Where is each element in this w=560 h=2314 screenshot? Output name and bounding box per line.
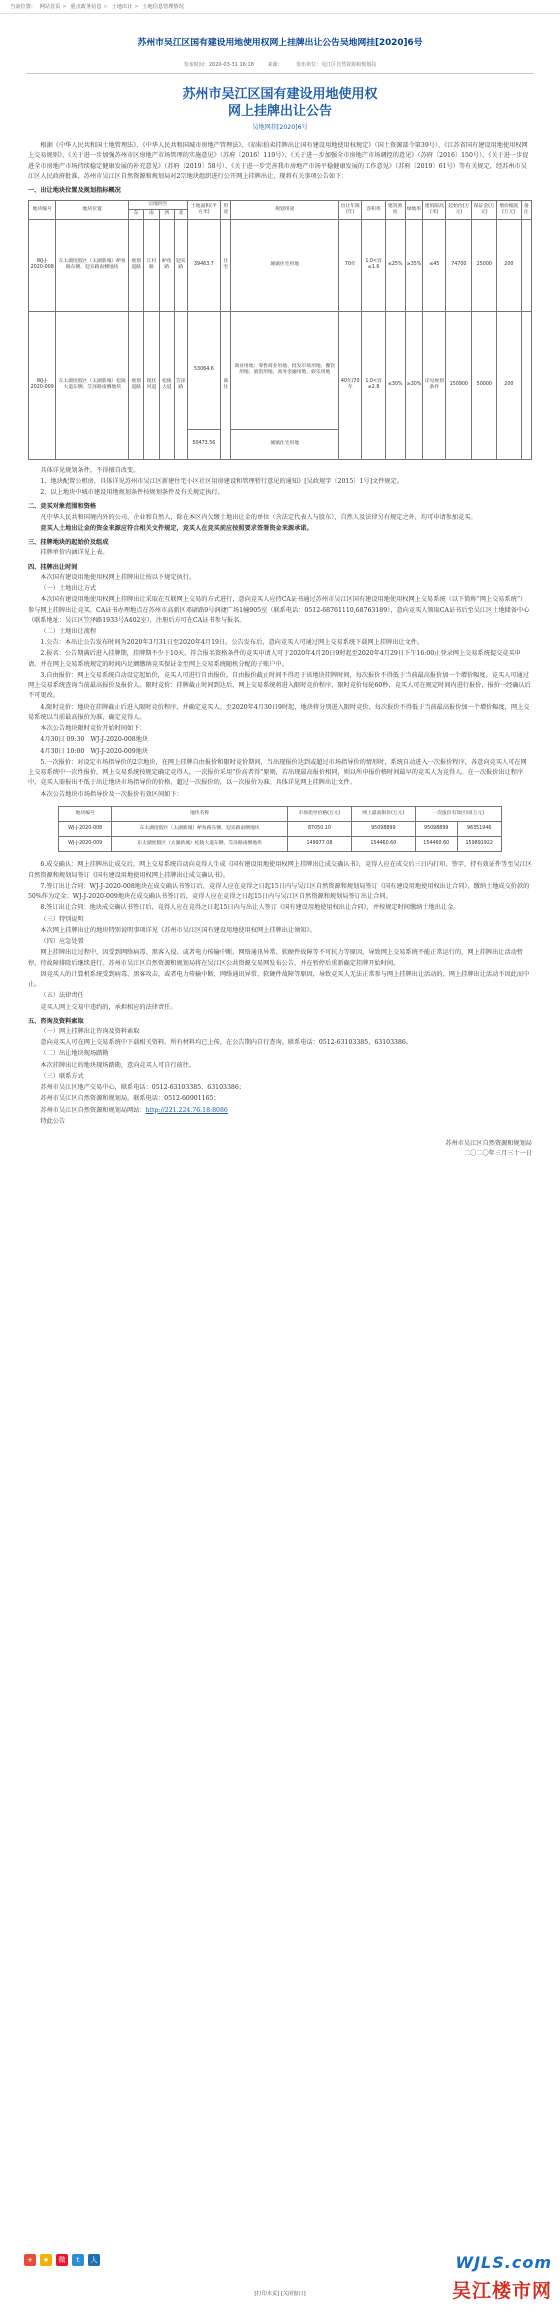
table-cell: 50473.56 (187, 429, 220, 459)
table-cell: 70年 (339, 219, 362, 311)
breadcrumb-item[interactable]: 土地出让 (111, 4, 133, 10)
signing-organization: 苏州市吴江区自然资源和规划局 (445, 1140, 532, 1148)
table-cell: 东太湖度假区（太湖新城）鲈鱼路东侧、迎宾路南侧地块 (56, 219, 129, 311)
table-subheader: 西 (159, 210, 174, 219)
table-cell: 1.0<容≤2.8 (362, 311, 385, 459)
paragraph-bold: 竞买人土地出让金的资金来源应符合相关文件规定，竞买人在竞买前应按照要求签署资金来源承诺。 (40, 524, 313, 532)
table-cell: 规划道路 (129, 311, 144, 459)
table-subheader: 东 (129, 210, 144, 219)
signature-block (28, 1139, 532, 1159)
parcel-table (28, 200, 532, 459)
table-cell: 53064.6 (187, 311, 220, 429)
note-text: 2、以上地块中城市建设用地规划条件按规划条件及有关规定执行。 (40, 489, 224, 497)
note-text: 1、地块配置公租房，具体详见苏州市吴江区新建住宅小区社区用房建设和管理暂行意见的通知》[吴政规字〔2015〕1号]文件规定。 (40, 477, 403, 485)
table-cell: WJ-J-2020-009 (29, 311, 56, 459)
table-header: 起始价(万元) (446, 201, 472, 219)
table-cell: 迎宾路 (174, 219, 187, 311)
paragraph: 挂牌单价内涵详见上表。 (40, 549, 109, 557)
footer-links[interactable]: [打印本页] [关闭窗口] (254, 2291, 306, 2297)
table-header: 网上最高限价(万元) (351, 806, 415, 821)
paragraph: 本次国有建设用地使用权网上挂牌出让按以下规定执行。 (40, 573, 196, 581)
paragraph: 本次网上挂牌出让的地块特别说明事项详见《苏州市吴江区国有建设用地使用权网上挂牌出让须知》。 (40, 926, 316, 934)
publisher: 发布单位：吴江区自然资源和规划局 (296, 61, 377, 68)
table-subheader: 北 (174, 210, 187, 219)
breadcrumb-item[interactable]: 土地信息管理情况 (142, 4, 184, 10)
table-cell: 150900 (446, 311, 472, 459)
contact-label: 苏州市吴江区自然资源和规划局网站： (40, 1106, 146, 1114)
table-cell: 200 (497, 219, 521, 311)
table-cell: 东太湖度假区（太湖新城）松陵大道东侧、笠泽路南侧地块 (56, 311, 129, 459)
signing-date: 二〇二〇年三月三十一日 (463, 1150, 532, 1158)
paragraph: 5.一次报价：对设定市场指导价的2宗地块，在网上挂牌自由报价和限时竞价期间，当出现报价达到或超过市场指导价的情形时，系统自动进入一次报价程序，各意向竞买人可在网上交易系统中一次性报价，网上交易系统按规定确定竞得人。一次报价采用“价高者得”原则，若出现最高报价相同，则以所申报价格时间最早的竞买人为竞得人。在一次报价出让程序中，竞买人需报出不低于出让地块市场指导价的价格，超过一次报价的，以一次报价为准。具体详见网上挂牌出让文件。 (28, 758, 527, 787)
document-header (0, 86, 560, 133)
table-row (29, 311, 532, 429)
paragraph: 1.公告：本出让公告发布时间为2020年3月31日至2020年4月19日。公告发布后，意向竞买人可通过网上交易系统下载网上挂牌出让文件。 (40, 639, 424, 647)
table-header: 建筑限高(米) (423, 201, 446, 219)
page-title: 苏州市吴江区国有建设用地使用权网上挂牌出让公告吴地网挂[2020]6号 (137, 38, 423, 48)
watermark-logo (452, 2250, 552, 2308)
table-header: 地块编号 (59, 806, 112, 821)
table-cell: 87050.10 (288, 821, 352, 836)
table-cell: ≥35% (405, 219, 423, 311)
table-cell: 规划道路 (129, 219, 144, 311)
weibo-icon[interactable]: 微 (56, 2254, 68, 2266)
table-cell: ≤45 (423, 219, 446, 311)
sub-heading: （二）土地出让流程 (40, 628, 97, 635)
paragraph: 3.自由报价：网上交易系统自动设定起始价，竞买人可进行自由报价。自由报价截止时间不得迟于该地块挂牌时间，每次报价不得低于当前最高报价加一个增价幅度。竞买人可通过网上交易系统查询当前最高报价及报价人。限时竞价：挂牌截止时间到达后，网上交易系统将进入限时竞价程序，限时竞价每轮60秒，竞买人可在规定时间内进行报价，报价一经确认后不可更改。 (28, 671, 531, 700)
paragraph: 7.签订出让合同：WJ-J-2020-008地块在成交确认书签订后，竞得人应在竞得之日起15日内与吴江区自然资源和规划局签订《国有建设用地使用权出让合同》，缴纳土地成交价款的50%作为定金；WJ-J-2020-009地块在成交确认书签订后，竞得人应在竞得之日起15日内与吴江区自然资源和规划局签订出让合同。 (28, 882, 530, 901)
table-header: 地块名称 (112, 806, 288, 821)
table-cell: 154460.60 (415, 837, 457, 852)
paragraph: 凡中华人民共和国境内外的公司、企业和自然人，除在本区内欠缴土地出让金的单位（含法定代表人与股东）、自然人及法律另有规定之外，均可申请参加竞买。 (40, 513, 477, 521)
table-cell: 1.0<容≤1.6 (362, 219, 385, 311)
table-cell: 39463.7 (187, 219, 220, 311)
paragraph: 2.报名：公告期满后进入挂牌期，挂牌期不少于10天。符合报名资格条件的竞买申请人可于2020年4月20日9时起至2020年4月29日下午16:00止登录网上交易系统提交竞买申请，并在网上交易系统规定的时间内足额缴纳竞买保证金至网上交易系统随机分配的子账户中。 (28, 650, 521, 668)
table-cell: 现状河道 (144, 311, 159, 459)
breadcrumb-item[interactable]: 重点政务信息 (70, 4, 102, 10)
table-row (29, 219, 532, 311)
sub-heading: （二）出让地块现场踏勘 (40, 1050, 109, 1058)
table-cell (521, 311, 531, 459)
paragraph: 网上挂牌出让过程中，因受到网络病毒、黑客入侵、或者电力传输中断、网络通讯异常、软硬件故障等不可抗力等原因，导致网上交易系统不能正常运行的，网上挂牌出让活动暂停，待故障排除后继续进行。苏州市吴江区自然资源和规划局将在吴江区公共资源交易网发布公告，并在暂停后重新确定挂牌开始时间。 (28, 949, 524, 967)
document-title-line1: 苏州市吴江区国有建设用地使用权 (182, 86, 378, 102)
table-cell: 笠泽路 (174, 311, 187, 459)
paragraph: 4.限时竞价：地块在挂牌截止后进入限时竞价程序，并确定竞买人。至2020年4月30日9时起，地块将分别进入限时竞价，每次报价不得低于当前最高报价加一个增价幅度，网上交易系统以当前最高报价为准，确定竞得人。 (28, 703, 530, 721)
table-cell: 200 (497, 311, 521, 459)
publish-date: 发布时间：2020-03-31 16:18 (183, 61, 254, 68)
share-bar (24, 2254, 100, 2266)
article-body (28, 141, 532, 1159)
paragraph: 因竞买人的计算机系统受到病毒、黑客攻击，或者电力传输中断、网络通讯异常、软硬件故障等原因，导致竞买人无法正常参与网上挂牌出让活动的，网上挂牌出让活动不因此而中止。 (28, 970, 530, 989)
document-number: 吴地网挂[2020]6号 (252, 123, 308, 131)
table-cell: 159891922 (457, 837, 501, 852)
paragraph: 6.成交确认：网上挂牌出让成交后，网上交易系统自动向竞得人生成《国有建设用地使用权网上挂牌出让成交确认书》，竞得人应在成交后三日内打印、签字，持有效证件等至吴江区自然资源和规划局签订《国有建设用地使用权网上挂牌出让成交确认书》。 (28, 861, 533, 879)
schedule-item: 4月30日 09:30 WJ-J-2020-008地块 (40, 736, 149, 744)
sub-heading: （一）网上挂牌出让咨询及资料索取 (40, 1027, 140, 1035)
section-heading: 一、出让地块位置及规划指标概况 (28, 187, 121, 195)
paragraph: 本次国有建设用地使用权网上挂牌出让采取在互联网上交易的方式进行，意向竞买人应持CA证书通过苏州市吴江区国有建设用地使用权网上交易系统（以下简称“网上交易系统”）参与网上挂牌出让竞买，CA证书办理地点在苏州市高新区邓尉路9号润捷广场1幢905室（联系电话：0512-68761110,68763189），意向竞买人领取CA证书后至吴江区土地储备中心（联系地址：吴江区笠泽路1933号A402室），注册后方可在CA证书参与报名。 (28, 596, 530, 624)
table-header: 保证金(万元) (472, 201, 497, 219)
table-cell: ≤30% (385, 311, 405, 459)
table-cell: 住宅 (221, 219, 231, 311)
watermark-cn: 吴江楼市网 (451, 2280, 552, 2303)
table-cell (521, 219, 531, 311)
table-header: 增价幅度(万元) (497, 201, 521, 219)
contact-line: 苏州市吴江区地产交易中心，联系电话：0512-63103385、63103386； (40, 1084, 245, 1092)
table-header: 土地面积(平方米) (187, 201, 220, 219)
table-cell: 松陵大道 (159, 311, 174, 459)
website-link[interactable]: http://221.224.76.18:8086 (145, 1106, 228, 1114)
table-cell: 商住 (221, 311, 231, 459)
section-heading: 五、咨询及资料索取 (28, 1017, 84, 1025)
paragraph: 本次挂牌出让的地块现场踏勘，意向竞买人可自行前往。 (40, 1061, 196, 1069)
closing-text: 特此公告 (40, 1117, 66, 1125)
table-cell: 95098899 (351, 821, 415, 836)
table-row (59, 837, 502, 852)
table-header: 容积率 (362, 201, 385, 219)
table-header: 建筑密度 (385, 201, 405, 219)
section-heading: 二、竞买对象范围和资格 (28, 503, 97, 511)
sub-heading: （四）应急处置 (40, 938, 84, 946)
sub-heading: （五）法律责任 (40, 992, 84, 1000)
table-header: 地块编号 (29, 201, 56, 219)
table-cell: ≤25% (385, 219, 405, 311)
paragraph: 本次公告地块限时竞价开始时间如下： (40, 725, 146, 733)
note-text: 具体详见规划条件，不得擅自改变。 (40, 466, 140, 474)
contact-line (28, 1106, 532, 1116)
table-cell: 50000 (472, 311, 497, 459)
article-source: 来源： (267, 61, 283, 68)
table-header: 宗地四至 (129, 201, 188, 210)
table-cell: WJ-J-2020-009 (59, 837, 112, 852)
paragraph: 意向竞买人可在网上交易系统中下载相关资料，所有材料均已上传，在公告期内自行查询。联系电话：0512-63103385、63103386。 (40, 1039, 413, 1047)
section-heading: 四、挂牌出让时间 (28, 563, 78, 571)
table-row (59, 821, 502, 836)
document-title-line2: 网上挂牌出让公告 (227, 104, 332, 120)
table-header: 备注 (521, 201, 531, 219)
table-header: 规划用途 (231, 201, 339, 219)
table-cell: 江村路 (144, 219, 159, 311)
table-cell: 商业用地：零售商业用地、批发市场用地、餐饮用地、旅馆用地、商务金融用地、娱乐用地 (231, 311, 339, 429)
table-header: 出让年限(年) (339, 201, 362, 219)
table-header: 用途 (221, 201, 231, 219)
table-cell: 25000 (472, 219, 497, 311)
table-cell: 40年/70年 (339, 311, 362, 459)
tencent-weibo-icon[interactable]: t (72, 2254, 84, 2266)
table-header: 绿地率 (405, 201, 423, 219)
sub-heading: （三）特别说明 (40, 915, 84, 923)
table-cell: 154460.60 (351, 837, 415, 852)
paragraph: 8.签订出让合同：地块成交确认书签订后，竞得人应在竞得之日起15日内与出让人签订《国有建设用地使用权出让合同》，并按规定时间缴纳土地出让金。 (40, 904, 460, 912)
table-header: 一次报价有效区间(万元) (415, 806, 501, 821)
table-cell: WJ-J-2020-008 (29, 219, 56, 311)
price-table (58, 806, 502, 853)
table-header: 地块位置 (56, 201, 129, 219)
table-cell: 东太湖度假区（太湖新城）鲈鱼路东侧、迎宾路南侧地块 (112, 821, 288, 836)
contact-line: 苏州市吴江区自然资源和规划局，联系电话：0512-60901165； (40, 1095, 220, 1103)
breadcrumb-label: 当前位置： (10, 4, 36, 10)
schedule-item: 4月30日 10:00 WJ-J-2020-009地块 (40, 747, 149, 755)
breadcrumb: 当前位置： 网站首页 > 重点政务信息 > 土地出让 > 土地信息管理情况 (0, 0, 560, 14)
table-cell: 149977.08 (288, 837, 352, 852)
paragraph: 竞买人网上交易中违约的，承担相应的法律责任。 (40, 1003, 177, 1011)
table-cell: 74700 (446, 219, 472, 311)
table-cell: 城镇住宅用地 (231, 219, 339, 311)
table-subheader: 南 (144, 210, 159, 219)
qzone-icon[interactable]: ★ (40, 2254, 52, 2266)
table-header: 市场指导价格(万元) (288, 806, 352, 821)
table-cell: 95098899 (415, 821, 457, 836)
table-cell: 详见规划条件 (423, 311, 446, 459)
intro-paragraph: 根据《中华人民共和国土地管理法》、《中华人民共和国城市房地产管理法》、《招标拍卖挂牌出让国有建设用地使用权规定》（国土资源部令第39号）、《江苏省国有建设用地使用权网上交易规则》、《关于进一步加强苏州市区房地产市场管理的实施意见》（苏府〔2016〕119号）、《关于进一步加强全市房地产市场调控的意见》（苏府〔2016〕150号）、《关于进一步促进全市房地产市场持续稳定健康发展的补充意见》（苏府〔2019〕58号）、《关于进一步完善我市房地产市场平稳健康发展的工作意见》（苏府〔2019〕61号）等有关规定，经苏州市吴江区人民政府批准，苏州市吴江区自然资源和规划局对2宗地块组织进行公开网上挂牌出让，现将有关事项公告如下： (28, 142, 529, 180)
sub-heading: （一）土地出让方式 (40, 585, 97, 593)
breadcrumb-item[interactable]: 网站首页 (39, 4, 61, 10)
sub-heading: （三）联系方式 (40, 1072, 84, 1080)
section-heading: 三、挂牌地块的起始价及组成 (28, 539, 109, 547)
table-cell: WJ-J-2020-008 (59, 821, 112, 836)
table-cell: 鲈鱼路 (159, 219, 174, 311)
renren-icon[interactable]: 人 (88, 2254, 100, 2266)
article-meta (26, 61, 534, 74)
table-cell: 城镇住宅用地 (231, 429, 339, 459)
table-cell: 96351946 (457, 821, 501, 836)
share-plus-icon[interactable]: + (24, 2254, 36, 2266)
table-cell: ≥30% (405, 311, 423, 459)
table-cell: 东太湖度假区（太湖新城）松陵大道东侧、笠泽路南侧地块 (112, 837, 288, 852)
paragraph: 本次公告地块市场指导价及一次报价有效区间如下： (40, 790, 183, 798)
watermark-en: WJLS.com (455, 2253, 552, 2272)
